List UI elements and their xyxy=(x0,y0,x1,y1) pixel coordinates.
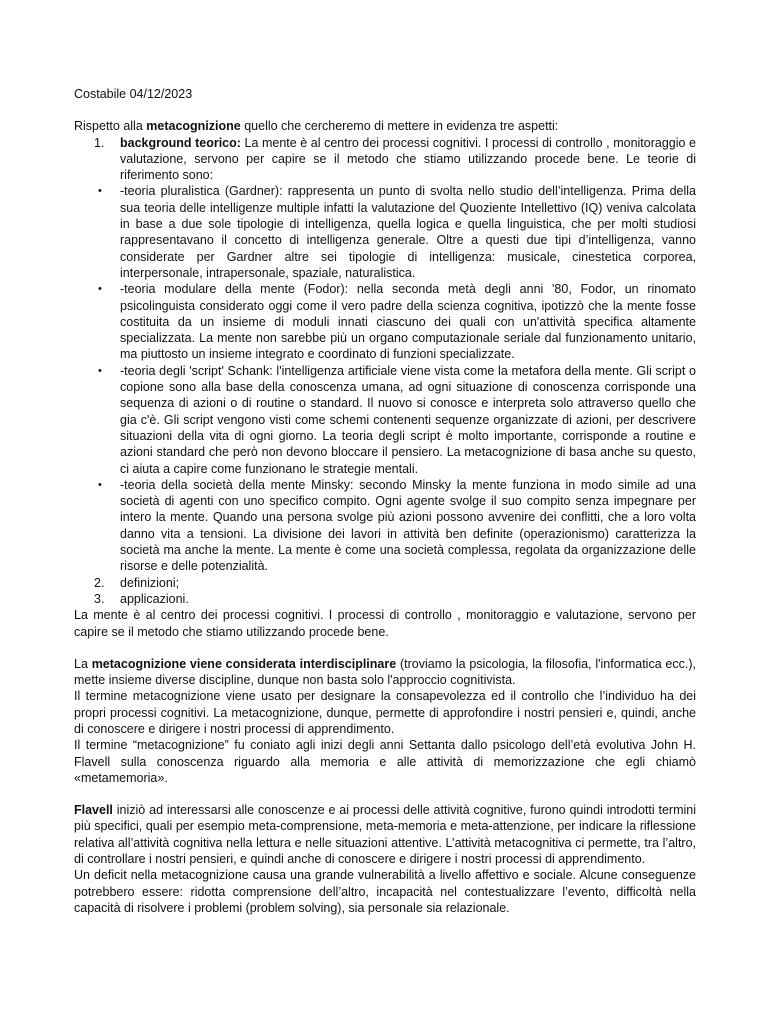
bullet-text: -teoria modulare della mente (Fodor): nella seconda metà degli anni '80, Fodor, un rinomato psicolinguista considerato oggi come il vero padre della scienza cognitiva, ipotizzò che la mente fosse costituita da un insieme di moduli innati ciascuno dei quali con un'attività specifica altamente specializzata. La mente non sarebbe più un organo computazionale seriale dal funzionamento unitario, ma piuttosto un insieme integrato e coordinato di funzioni specializzate. xyxy=(120,282,696,362)
paragraph-6: Un deficit nella metacognizione causa una grande vulnerabilità a livello affettivo e sociale. Alcune conseguenze potrebbero essere: ridotta comprensione dell’altro, incapacità nel contestualizzare l’evento, difficoltà nella capacità di risolvere i problemi (problem solving), sia personale sia relazionale. xyxy=(74,868,696,915)
bullet-item xyxy=(74,281,696,362)
list-marker: 3. xyxy=(94,591,105,606)
para2-pre: La xyxy=(74,656,92,671)
item-1-text: La mente è al centro dei processi cognitivi. I processi di controllo , monitoraggio e valutazione, servono per capire se il metodo che stiamo utilizzando procede bene. Le teorie di riferimento sono: xyxy=(120,135,696,183)
list-marker: 1. xyxy=(94,135,105,150)
intro-pre: Rispetto alla xyxy=(74,119,147,134)
bullet-text: -teoria della società della mente Minsky: secondo Minsky la mente funziona in modo simile ad una società di agenti con uno specifico compito. Ogni agente svolge il suo compito senza impegnare per intero la mente. Quando una persona svolge più azioni possono avvenire dei conflitti, che a loro volta danno vita a tensioni. La divisione dei lavori in attività ben definite (operazionismo) caratterizza la società ma anche la mente. La mente è come una società complessa, regolata da organizzazione delle risorse e delle potenzialità. xyxy=(120,477,696,574)
para5-bold: Flavell xyxy=(74,803,113,818)
bullet-item xyxy=(74,477,696,575)
spacer xyxy=(74,786,696,802)
header-date: Costabile 04/12/2023 xyxy=(74,87,193,101)
bullet-item xyxy=(74,183,696,281)
bullet-text: -teoria degli 'script' Schank: l'intelligenza artificiale viene vista come la metafora della mente. Gli script o copione sono alla base della conoscenza umana, ad ogni situazione di conoscenza corrisponde una sequenza di azioni o di routine o standard. Il nuovo si conosce e interpreta solo attraverso quello che gia c'è. Gli script vengono visti come schemi contenenti sequenze organizzate di azioni, per descrivere situazioni della vita di ogni giorno. La teoria degli script è molto importante, corrisponde a routine e azioni standard che però non devono bloccare il pensiero. La metacognizione di basa anche su questo, ci aiuta a capire come funzionano le strategie mentali. xyxy=(120,363,696,476)
numbered-item-3 xyxy=(74,591,696,607)
item-2-text: definizioni; xyxy=(120,575,180,590)
para2-post: (troviamo la psicologia, la filosofia, l'informatica ecc.), mette insieme diverse discipline, dunque non basta solo l'approccio cognitivista. xyxy=(74,656,696,688)
numbered-item-1 xyxy=(74,135,696,184)
intro-bold: metacognizione xyxy=(146,119,241,134)
paragraph-3: Il termine metacognizione viene usato per designare la consapevolezza ed il controllo che l’individuo ha dei propri processi cognitivi. La metacognizione, dunque, permette di approfondire i nostri pensieri e, quindi, anche di conoscere e dirigere i nostri processi di apprendimento. xyxy=(74,689,696,736)
paragraph-2 xyxy=(74,656,696,689)
para2-bold: metacognizione viene considerata interdisciplinare xyxy=(91,656,397,671)
paragraph-1: La mente è al centro dei processi cognitivi. I processi di controllo , monitoraggio e valutazione, servono per capire se il metodo che stiamo utilizzando procede bene. xyxy=(74,608,696,639)
para5-post: iniziò ad interessarsi alle conoscenze e ai processi delle attività cognitive, furono quindi introdotti termini più specifici, quali per esempio meta-comprensione, meta-memoria e meta-attenzione, per indicare la riflessione relativa all’attività cognitiva nella lettura e nelle situazioni attentive. L’attività metacognitiva ci permette, tra l’altro, di controllare i nostri pensieri, e quindi anche di conoscere e dirigere i nostri processi di apprendimento. xyxy=(74,803,696,867)
item-1-bold: background teorico: xyxy=(120,135,241,150)
list-marker: 2. xyxy=(94,575,105,590)
bullet-text: -teoria pluralistica (Gardner): rappresenta un punto di svolta nello studio dell’intelligenza. Prima della sua teoria delle intelligenze multiple infatti la valutazione del Quoziente Intellettivo (IQ) veniva calcolata in base a due sole tipologie di intelligenza, quella logica e quella linguistica, che per molti studiosi rappresentavano il concetto di intelligenza generale. Oltre a questi due tipi d’intelligenza, vanno considerate per Gardner altre sei tipologie di intelligenza: musicale, cinestetica corporea, interpersonale, intrapersonale, spaziale, naturalistica. xyxy=(120,184,696,280)
bullet-item xyxy=(74,363,696,477)
spacer xyxy=(74,102,696,118)
paragraph-4: Il termine “metacognizione” fu coniato agli inizi degli anni Settanta dallo psicologo dell’età evolutiva John H. Flavell sulla conoscenza riguardo alla memoria e alle attività di memorizzazione che egli chiamò «metamemoria». xyxy=(74,738,696,785)
intro-paragraph xyxy=(74,118,696,134)
numbered-item-2 xyxy=(74,575,696,591)
spacer xyxy=(74,640,696,656)
bullet-icon: • xyxy=(98,283,102,296)
item-3-text: applicazioni. xyxy=(120,591,189,606)
intro-post: quello che cercheremo di mettere in evidenza tre aspetti: xyxy=(240,119,559,134)
bullet-icon: • xyxy=(98,478,102,491)
bullet-icon: • xyxy=(98,364,102,377)
bullet-icon: • xyxy=(98,185,102,198)
paragraph-5 xyxy=(74,802,696,867)
